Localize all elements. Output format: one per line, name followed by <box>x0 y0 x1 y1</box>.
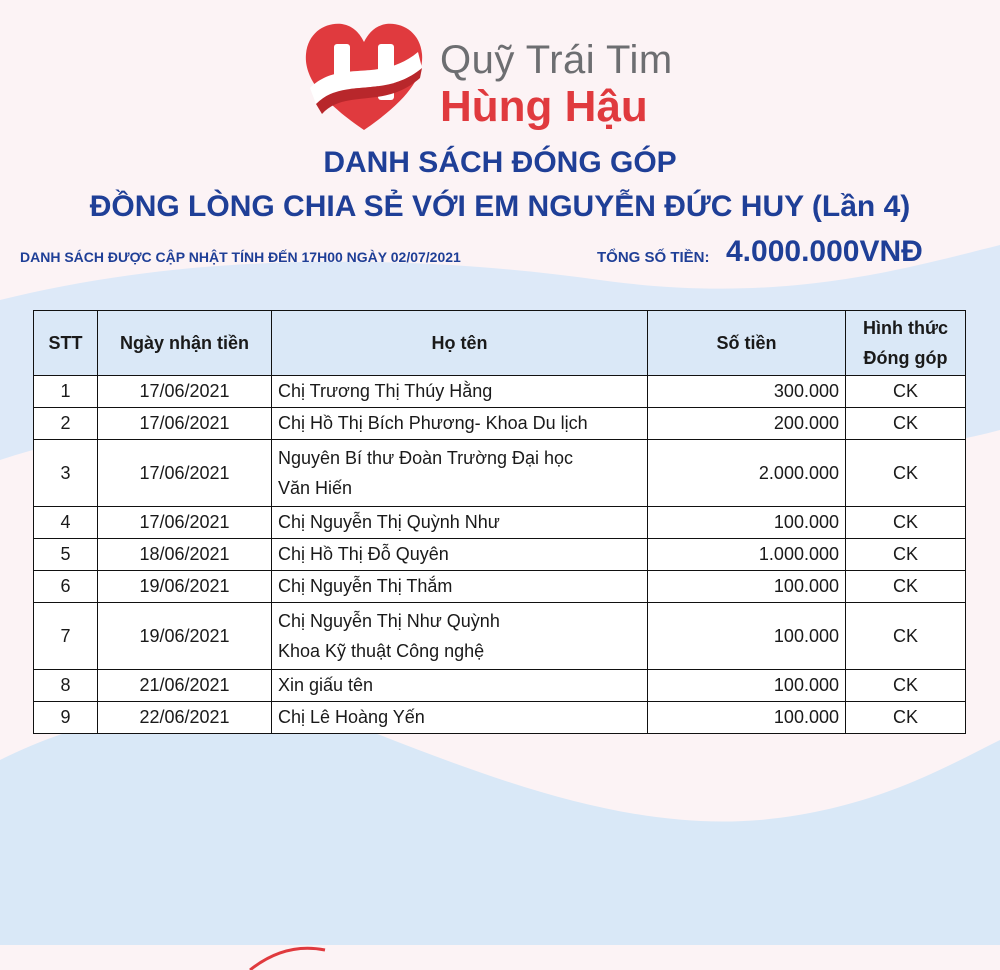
cell-method: CK <box>846 603 966 670</box>
brand-line-2: Hùng Hậu <box>440 82 648 131</box>
cell-name-line: Chị Hồ Thị Bích Phương- Khoa Du lịch <box>278 413 588 433</box>
cell-date: 17/06/2021 <box>98 376 272 408</box>
cell-name <box>272 507 648 539</box>
cell-name-line: Chị Nguyễn Thị Như Quỳnh <box>278 611 500 631</box>
cell-amount: 100.000 <box>648 603 846 670</box>
header-method-line-2: Đóng góp <box>863 348 948 368</box>
update-note: DANH SÁCH ĐƯỢC CẬP NHẬT TÍNH ĐẾN 17H00 NGÀY 02/07/2021 <box>20 249 461 265</box>
page-title: DANH SÁCH ĐÓNG GÓP <box>323 146 677 179</box>
cell-stt: 4 <box>34 507 98 539</box>
cell-date: 19/06/2021 <box>98 603 272 670</box>
cell-stt: 2 <box>34 408 98 440</box>
table-row <box>34 440 966 507</box>
table-row <box>34 376 966 408</box>
cell-name-line: Chị Trương Thị Thúy Hằng <box>278 381 493 401</box>
cell-date: 19/06/2021 <box>98 571 272 603</box>
header-name: Họ tên <box>272 311 648 376</box>
cell-name-line: Nguyên Bí thư Đoàn Trường Đại học <box>278 448 574 468</box>
cell-name <box>272 571 648 603</box>
cell-stt: 5 <box>34 539 98 571</box>
cell-name-line: Chị Nguyễn Thị Thắm <box>278 576 453 596</box>
cell-method: CK <box>846 670 966 702</box>
cell-name-line: Khoa Kỹ thuật Công nghệ <box>278 641 485 661</box>
cell-name-line: Văn Hiến <box>278 478 353 498</box>
cell-amount: 100.000 <box>648 507 846 539</box>
cell-amount: 1.000.000 <box>648 539 846 571</box>
header-amount: Số tiền <box>648 311 846 376</box>
cell-amount: 100.000 <box>648 702 846 734</box>
cell-date: 18/06/2021 <box>98 539 272 571</box>
cell-date: 17/06/2021 <box>98 408 272 440</box>
contribution-table <box>33 310 966 734</box>
cell-stt: 7 <box>34 603 98 670</box>
table-row <box>34 702 966 734</box>
table-row <box>34 539 966 571</box>
cell-stt: 8 <box>34 670 98 702</box>
cell-name <box>272 603 648 670</box>
table-row <box>34 670 966 702</box>
cell-name-line: Chị Lê Hoàng Yến <box>278 707 425 727</box>
table-header-row <box>34 311 966 376</box>
header-date: Ngày nhận tiền <box>98 311 272 376</box>
cell-amount: 2.000.000 <box>648 440 846 507</box>
cell-name <box>272 408 648 440</box>
cell-amount: 100.000 <box>648 670 846 702</box>
cell-method: CK <box>846 408 966 440</box>
cell-method: CK <box>846 571 966 603</box>
cell-name <box>272 440 648 507</box>
brand-line-1: Quỹ Trái Tim <box>440 38 673 82</box>
cell-stt: 1 <box>34 376 98 408</box>
cell-amount: 300.000 <box>648 376 846 408</box>
page-subtitle: ĐỒNG LÒNG CHIA SẺ VỚI EM NGUYỄN ĐỨC HUY (Lần 4) <box>89 190 911 223</box>
table-row <box>34 408 966 440</box>
cell-stt: 6 <box>34 571 98 603</box>
cell-stt: 3 <box>34 440 98 507</box>
fund-logo <box>300 18 720 136</box>
table-row <box>34 507 966 539</box>
cell-name <box>272 539 648 571</box>
cell-name <box>272 702 648 734</box>
cell-name <box>272 376 648 408</box>
table-row <box>34 571 966 603</box>
cell-name-line: Xin giấu tên <box>278 675 374 695</box>
cell-amount: 100.000 <box>648 571 846 603</box>
cell-method: CK <box>846 440 966 507</box>
cell-amount: 200.000 <box>648 408 846 440</box>
total-label: TỔNG SỐ TIỀN: <box>597 249 710 266</box>
cell-date: 21/06/2021 <box>98 670 272 702</box>
cell-name-line: Chị Hồ Thị Đỗ Quyên <box>278 544 449 564</box>
header-stt: STT <box>34 311 98 376</box>
cell-stt: 9 <box>34 702 98 734</box>
table-row <box>34 603 966 670</box>
cell-method: CK <box>846 376 966 408</box>
header-method-line-1: Hình thức <box>862 318 949 338</box>
total-value: 4.000.000VNĐ <box>726 235 923 268</box>
heart-logo-icon <box>300 18 428 136</box>
cell-method: CK <box>846 539 966 571</box>
cell-method: CK <box>846 507 966 539</box>
cell-date: 22/06/2021 <box>98 702 272 734</box>
cell-method: CK <box>846 702 966 734</box>
cell-date: 17/06/2021 <box>98 440 272 507</box>
header-method <box>846 311 966 376</box>
cell-name-line: Chị Nguyễn Thị Quỳnh Như <box>278 512 500 532</box>
cell-name <box>272 670 648 702</box>
cell-date: 17/06/2021 <box>98 507 272 539</box>
